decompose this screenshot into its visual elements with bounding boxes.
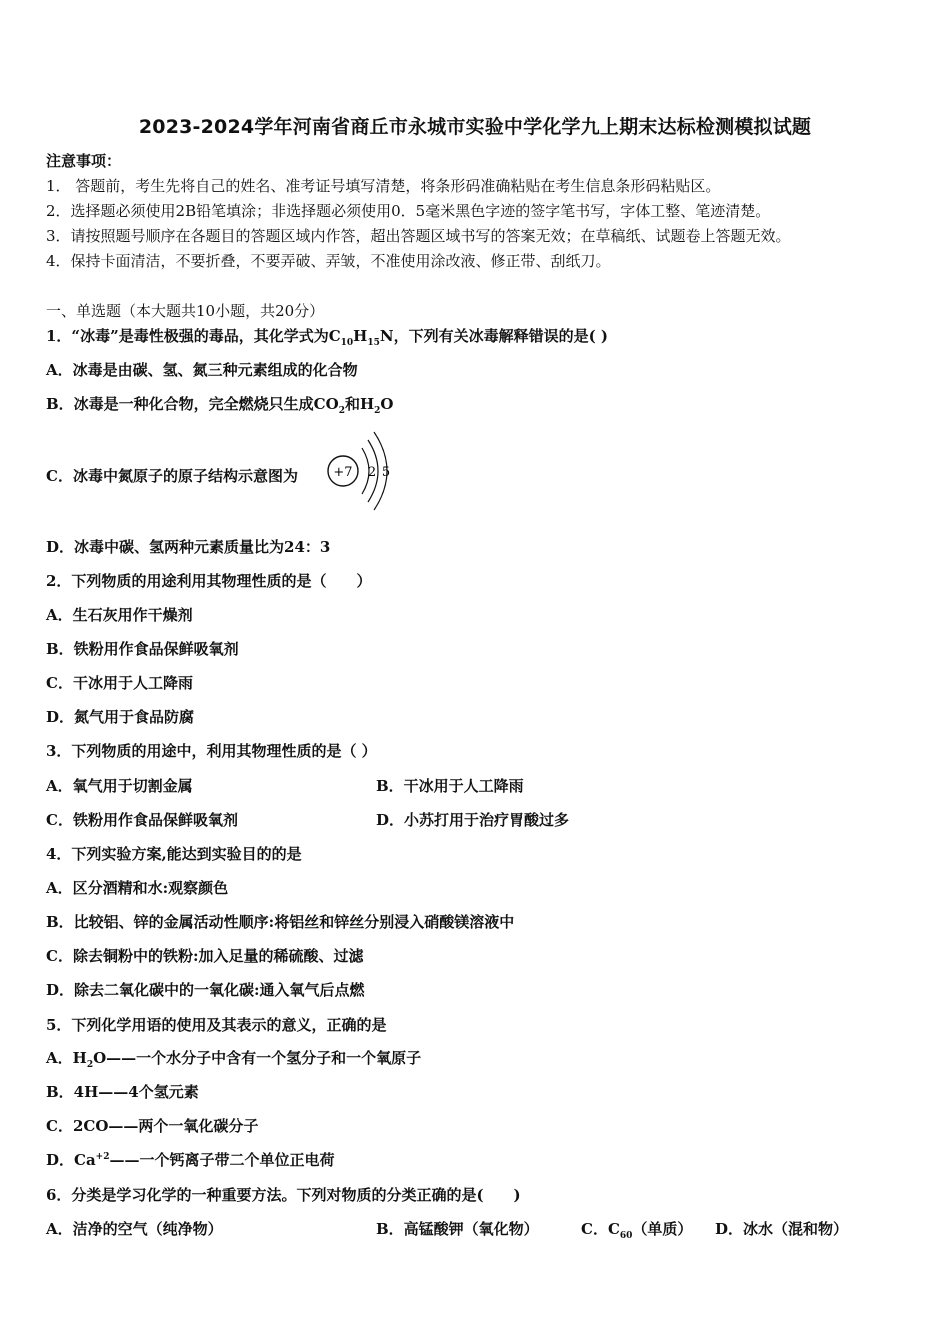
q4-option-c: C．除去铜粉中的铁粉:加入足量的稀硫酸、过滤 [46,947,364,965]
q5-option-a-text-b: O——一个水分子中含有一个氢分子和一个氧原子 [93,1049,422,1067]
q6-option-c-sub: 60 [619,1231,633,1241]
shell2-electrons: 5 [381,465,391,480]
q4-stem: 4．下列实验方案,能达到实验目的的是 [46,845,302,863]
q3-option-d: D．小苏打用于治疗胃酸过多 [376,811,570,829]
q5-option-a-sub: 2 [86,1060,94,1070]
q4-option-b: B．比较铝、锌的金属活动性顺序:将铝丝和锌丝分别浸入硝酸镁溶液中 [46,913,515,931]
q1-stem-sub1: 10 [340,338,354,348]
nucleus-charge: +7 [333,465,353,480]
q1-stem-text-c: N，下列有关冰毒解释错误的是( ) [379,327,609,345]
q5-option-a [46,1048,421,1068]
q1-option-b-text-a: B．冰毒是一种化合物，完全燃烧只生成CO [46,395,339,413]
q4-option-d: D．除去二氧化碳中的一氧化碳:通入氧气后点燃 [46,981,365,999]
q1-option-b-sub2: 2 [374,406,381,416]
q1-option-d: D．冰毒中碳、氢两种元素质量比为24：3 [46,538,331,556]
notice-heading: 注意事项： [46,152,122,170]
notice-item: 2．选择题必须使用2B铅笔填涂；非选择题必须使用0．5毫米黑色字迹的签字笔书写，字体工整、笔迹清楚。 [46,202,771,220]
q3-option-a: A．氧气用于切割金属 [46,777,193,795]
q1-option-b [46,394,393,414]
q6-option-a: A．洁净的空气（纯净物） [46,1220,223,1238]
notice-item: 3．请按照题号顺序在各题目的答题区域内作答，超出答题区域书写的答案无效；在草稿纸、试题卷上答题无效。 [46,227,791,245]
q6-option-b: B．高锰酸钾（氧化物） [376,1220,539,1238]
q1-option-b-sub: 2 [338,406,345,416]
q1-option-b-text-c: O [380,395,394,413]
nitrogen-atom-diagram [326,428,398,524]
page-title: 2023-2024学年河南省商丘市永城市实验中学化学九上期末达标检测模拟试题 [138,116,812,138]
q3-stem: 3．下列物质的用途中，利用其物理性质的是（ ） [46,742,377,760]
q6-stem: 6．分类是学习化学的一种重要方法。下列对物质的分类正确的是( ) [46,1186,521,1204]
notice-item: 1． 答题前，考生先将自己的姓名、准考证号填写清楚，将条形码准确粘贴在考生信息条形码粘贴区。 [46,177,721,195]
q6-option-c [581,1219,692,1239]
q5-option-a-text-a: A．H [46,1049,87,1067]
q1-stem-text-a: 1．“冰毒”是毒性极强的毒品，其化学式为C [46,327,341,345]
q1-stem-text-b: H [353,327,368,345]
q2-option-c: C．干冰用于人工降雨 [46,674,193,692]
q1-stem-sub2: 15 [367,338,380,348]
shell1-electrons: 2 [367,465,377,480]
q1-stem [46,326,608,346]
q5-option-d [46,1150,335,1170]
q5-option-d-text-a: D．Ca [46,1151,96,1169]
notice-item: 4．保持卡面清洁，不要折叠，不要弄破、弄皱，不准使用涂改液、修正带、刮纸刀。 [46,252,611,270]
q3-option-b: B．干冰用于人工降雨 [376,777,524,795]
q2-option-d: D．氮气用于食品防腐 [46,708,195,726]
q6-option-c-text-b: （单质） [632,1220,693,1238]
q1-option-c: C．冰毒中氮原子的原子结构示意图为 [46,467,298,485]
q5-option-d-sup: +2 [95,1152,110,1162]
q2-stem: 2．下列物质的用途利用其物理性质的是（ ） [46,572,372,590]
section-heading: 一、单选题（本大题共10小题，共20分） [46,302,325,320]
q3-option-c: C．铁粉用作食品保鲜吸氧剂 [46,811,238,829]
q1-option-b-text-b: 和H [344,395,375,413]
q2-option-b: B．铁粉用作食品保鲜吸氧剂 [46,640,239,658]
q1-option-a: A．冰毒是由碳、氢、氮三种元素组成的化合物 [46,361,358,379]
q4-option-a: A．区分酒精和水:观察颜色 [46,879,229,897]
q6-option-c-text-a: C．C [581,1220,620,1238]
q5-option-c: C．2CO——两个一氧化碳分子 [46,1117,259,1135]
q5-option-d-text-b: ——一个钙离子带二个单位正电荷 [109,1151,335,1169]
q5-stem: 5．下列化学用语的使用及其表示的意义，正确的是 [46,1016,387,1034]
q5-option-b: B．4H——4个氢元素 [46,1083,199,1101]
q2-option-a: A．生石灰用作干燥剂 [46,606,193,624]
q6-option-d: D．冰水（混和物） [715,1220,849,1238]
